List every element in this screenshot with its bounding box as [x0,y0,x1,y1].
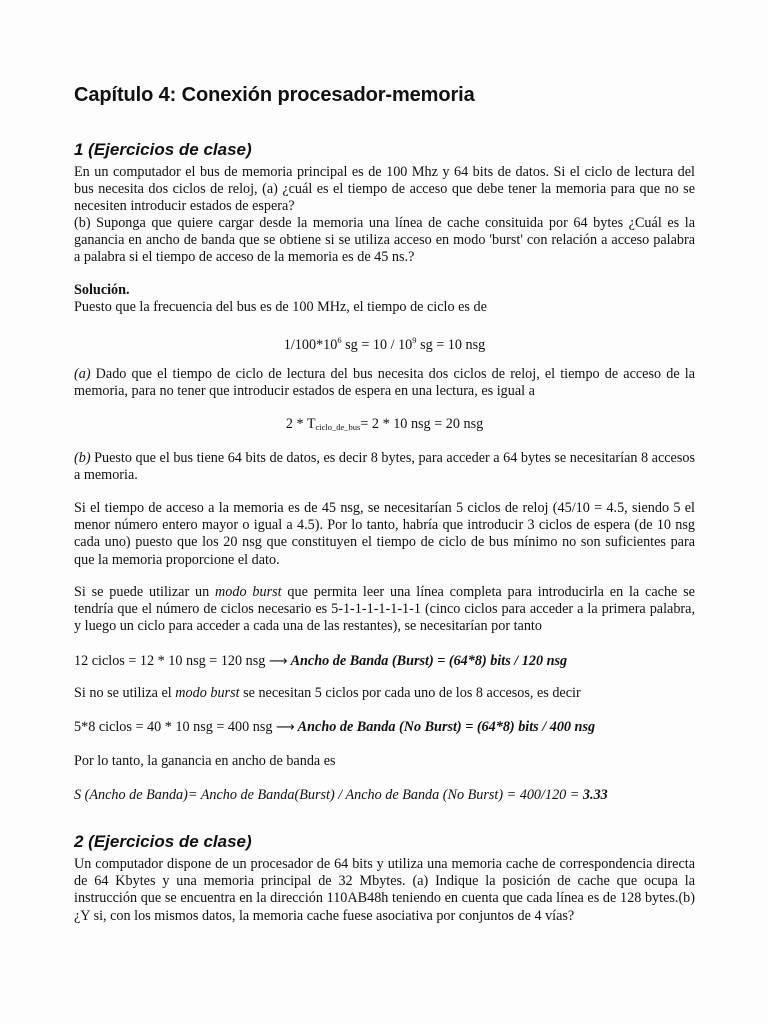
part-a-label: (a) [74,366,91,382]
eq1-part-b: sg = 10 / 10 [341,337,413,353]
eq2-part-b: = 2 * 10 nsg = 20 nsg [360,416,484,432]
burst-calc-text: 12 ciclos = 12 * 10 nsg = 120 nsg [74,653,269,669]
part-b-paragraph [74,450,695,484]
eq1-superscript-1: 6 [337,335,342,345]
no-burst-bandwidth: Ancho de Banda (No Burst) = (64*8) bits / 400 nsg [294,719,596,735]
eq2-part-a: 2 * T [285,416,316,432]
no-burst-text-a: Si no se utiliza el [74,685,176,701]
eq1-part-a: 1/100*10 [283,337,338,353]
solution-intro: Puesto que la frecuencia del bus es de 100 MHz, el tiempo de ciclo es de [74,299,487,315]
burst-text-a: Si se puede utilizar un [74,584,216,600]
burst-text-b: que permita leer una línea completa para introducirla en la cache se tendría que el número de ciclos necesario es 5-1-1-1-1-1-1-1 (cinco ciclos para acceder a la primera palabra, y luego un ciclo para acceder a cada una de las restantes), se necesitarían por tanto [74,584,695,635]
equation-cycle-time [74,332,695,354]
burst-paragraph [74,584,695,636]
no-burst-term: modo burst [175,685,240,701]
part-a-paragraph [74,366,695,400]
arrow-icon: ⟶ [268,654,288,669]
part-a-text: Dado que el tiempo de ciclo de lectura del bus necesita dos ciclos de reloj, el tiempo de acceso de la memoria, para no tener que introducir estados de espera en una lectura, es igual a [74,366,695,400]
no-burst-text-b: se necesitan 5 ciclos por cada uno de los 8 accesos, es decir [239,685,581,701]
wait-states-paragraph: Si el tiempo de acceso a la memoria es de 45 nsg, se necesitarían 5 ciclos de reloj (45/10 = 4.5, siendo 5 el menor número entero mayor o igual a 4.5). Por lo tanto, habría que introducir 3 ciclos de espera (de 10 nsg cada uno) puesto que los 20 nsg que constituyen el tiempo de ciclo de bus mínimo no son suficientes para que la memoria proporcione el dato. [74,500,695,568]
burst-bandwidth: Ancho de Banda (Burst) = (64*8) bits / 120 nsg [287,653,568,669]
gain-intro: Por lo tanto, la ganancia en ancho de banda es [74,753,336,769]
eq1-superscript-2: 9 [412,335,417,345]
part-b-label: (b) [74,450,91,466]
no-burst-paragraph [74,685,695,702]
exercise-1-statement-a: En un computador el bus de memoria principal es de 100 Mhz y 64 bits de datos. Si el ciclo de lectura del bus necesita dos ciclos de reloj, (a) ¿cuál es el tiempo de acceso que debe tener la memoria para que no se necesiten introducir estados de espera? [74,164,695,215]
gain-formula [74,787,695,804]
part-b-text: Puesto que el bus tiene 64 bits de datos, es decir 8 bytes, para acceder a 64 bytes se necesitarían 8 accesos a memoria. [74,450,695,484]
exercise-2-heading: 2 (Ejercicios de clase) [74,832,252,851]
arrow-icon: ⟶ [276,720,295,735]
eq1-part-c: sg = 10 nsg [416,337,486,353]
exercise-1-statement-b: (b) Suponga que quiere cargar desde la memoria una línea de cache consituida por 64 bytes ¿Cuál es la ganancia en ancho de banda que se obtiene si se utiliza acceso en modo 'burst' con relación a acceso palabra a palabra si el tiempo de acceso de la memoria es de 45 ns.? [74,215,695,266]
exercise-2-statement: Un computador dispone de un procesador de 64 bits y utiliza una memoria cache de correspondencia directa de 64 Kbytes y una memoria principal de 32 Mbytes. (a) Indique la posición de cache que ocupa la instrucción que se encuentra en la dirección 110AB48h teniendo en cuenta que cada línea es de 128 bytes.(b) ¿Y si, con los mismos datos, la memoria cache fuese asociativa por conjuntos de 4 vías? [74,856,695,924]
burst-calculation [74,653,695,670]
solution-label: Solución. [74,282,130,298]
gain-value: 3.33 [582,787,608,803]
chapter-title: Capítulo 4: Conexión procesador-memoria [74,84,475,106]
gain-formula-text: S (Ancho de Banda)= Ancho de Banda(Burst) / Ancho de Banda (No Burst) = 400/120 = [74,787,583,803]
burst-term: modo burst [215,584,282,600]
equation-access-time [74,416,695,436]
eq2-subscript: ciclo_de_bus [315,422,361,432]
no-burst-calculation [74,719,695,736]
exercise-1-heading: 1 (Ejercicios de clase) [74,140,252,159]
no-burst-calc-text: 5*8 ciclos = 40 * 10 nsg = 400 nsg [74,719,277,735]
